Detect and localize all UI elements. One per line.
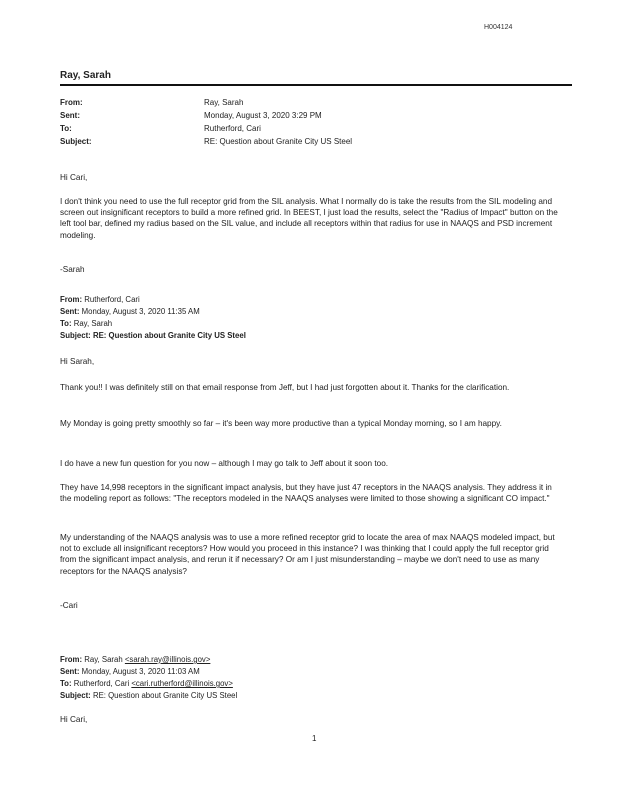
reply1-signoff: -Sarah <box>60 265 85 274</box>
quoted1-from-value: Rutherford, Cari <box>84 295 140 304</box>
quoted2-sent <box>60 666 200 677</box>
subject-value: RE: Question about Granite City US Steel <box>204 137 353 146</box>
quoted2-from-value: Ray, Sarah <box>84 655 123 664</box>
sender-name-heading: Ray, Sarah <box>60 70 111 81</box>
bates-number: H004124 <box>484 24 513 31</box>
quoted1-from-label: From: <box>60 295 83 304</box>
quoted2-to-value: Rutherford, Cari <box>73 679 130 688</box>
quoted2-subject <box>60 690 237 701</box>
quoted1-sent <box>60 306 200 317</box>
page-number: 1 <box>312 734 317 743</box>
quoted2-to <box>60 678 233 689</box>
quoted2-subject-label: Subject: <box>60 691 91 700</box>
quoted1-sent-value: Monday, August 3, 2020 11:35 AM <box>81 307 200 316</box>
msg2-signoff: -Cari <box>60 601 78 610</box>
quoted2-to-label: To: <box>60 679 72 688</box>
quoted1-to <box>60 318 112 329</box>
to-value: Rutherford, Cari <box>204 124 261 133</box>
quoted1-subject-label: Subject: <box>60 331 91 340</box>
quoted1-sent-label: Sent: <box>60 307 80 316</box>
msg2-paragraph-1: Thank you!! I was definitely still on that email response from Jeff, but I had just forgotten about it. Thanks for the clarification. <box>60 383 510 392</box>
sent-value: Monday, August 3, 2020 3:29 PM <box>204 111 322 120</box>
quoted1-to-value: Ray, Sarah <box>73 319 113 328</box>
quoted1-subject-value: RE: Question about Granite City US Steel <box>92 331 246 340</box>
from-value: Ray, Sarah <box>204 98 244 107</box>
quoted1-to-label: To: <box>60 319 72 328</box>
quoted2-sent-label: Sent: <box>60 667 80 676</box>
reply1-body: I don't think you need to use the full receptor grid from the SIL analysis. What I normally do is take the results from the SIL modeling and screen out insignificant receptors to build a more refined grid. In BEEST, I just load the results, select the "Radius of Impact" button on the left tool bar, defined my radius based on the SIL value, and include all receptors within that radius for use in NAAQS and PSD increment modeling. <box>60 197 558 240</box>
quoted2-from <box>60 654 210 665</box>
quoted1-from <box>60 294 140 305</box>
from-label: From: <box>60 98 83 107</box>
header-divider <box>60 84 572 86</box>
quoted2-subject-value: RE: Question about Granite City US Steel <box>92 691 238 700</box>
to-label: To: <box>60 124 72 133</box>
msg2-paragraph-2: My Monday is going pretty smoothly so far – it's been way more productive than a typical Monday morning, so I am happy. <box>60 419 502 428</box>
msg2-paragraph-4: They have 14,998 receptors in the significant impact analysis, but they have just 47 receptors in the NAAQS analysis. They address it in the modeling report as follows: "The receptors modeled in the NAAQS analyses were limited to those showing a significant CO impact." <box>60 483 552 504</box>
quoted2-from-label: From: <box>60 655 83 664</box>
quoted2-to-email-link[interactable]: <cari.rutherford@illinois.gov> <box>131 679 233 688</box>
subject-label: Subject: <box>60 137 92 146</box>
reply1-greeting: Hi Cari, <box>60 173 88 182</box>
quoted2-sent-value: Monday, August 3, 2020 11:03 AM <box>81 667 200 676</box>
msg2-paragraph-5: My understanding of the NAAQS analysis was to use a more refined receptor grid to locate the area of max NAAQS modeled impact, but not to exclude all insignificant receptors? How would you proceed in this instance? I was thinking that I could apply the full receptor grid from the significant impact analysis, and rerun it if necessary? Or am I just misunderstanding – maybe we don't need to use as many receptors for the NAAQS analysis? <box>60 533 555 576</box>
msg3-greeting: Hi Cari, <box>60 715 88 724</box>
quoted2-from-email-link[interactable]: <sarah.ray@illinois.gov> <box>124 655 211 664</box>
msg2-greeting: Hi Sarah, <box>60 357 95 366</box>
quoted1-subject <box>60 330 246 341</box>
sent-label: Sent: <box>60 111 80 120</box>
msg2-paragraph-3: I do have a new fun question for you now – although I may go talk to Jeff about it soon too. <box>60 459 389 468</box>
